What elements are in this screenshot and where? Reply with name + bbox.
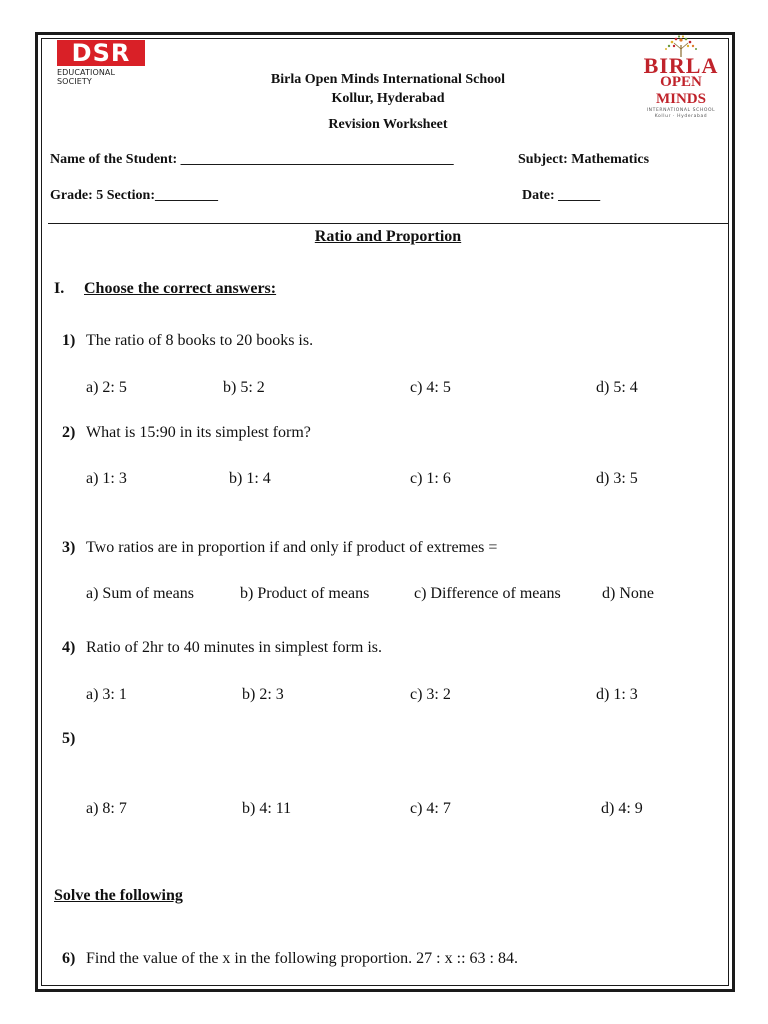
q3-option-d: d) None bbox=[602, 585, 654, 602]
section-label: Solve the following bbox=[54, 887, 183, 904]
question-3 bbox=[62, 539, 497, 557]
subject-label: Subject: Mathematics bbox=[518, 152, 650, 167]
q2-option-b: b) 1: 4 bbox=[229, 470, 271, 487]
q1-option-a: a) 2: 5 bbox=[86, 379, 127, 396]
question-6 bbox=[62, 950, 518, 968]
q4-option-a: a) 3: 1 bbox=[86, 686, 127, 703]
question-number: 4) bbox=[62, 639, 76, 656]
section-label: Choose the correct answers: bbox=[84, 280, 277, 297]
header-divider bbox=[48, 223, 728, 224]
question-text: The ratio of 8 books to 20 books is. bbox=[86, 332, 314, 349]
date-field: Date: ______ bbox=[522, 188, 601, 203]
question-1 bbox=[62, 332, 313, 350]
q5-option-d: d) 4: 9 bbox=[601, 800, 643, 817]
section-heading bbox=[54, 280, 276, 298]
question-2 bbox=[62, 424, 311, 442]
question-text: Find the value of the x in the following proportion. 27 : x :: 63 : 84. bbox=[86, 950, 518, 967]
birla-logo-tagline: INTERNATIONAL SCHOOL bbox=[646, 108, 716, 113]
question-text: Two ratios are in proportion if and only if product of extremes = bbox=[86, 539, 498, 556]
question-5 bbox=[62, 730, 86, 748]
q2-option-a: a) 1: 3 bbox=[86, 470, 127, 487]
q1-option-c: c) 4: 5 bbox=[410, 379, 451, 396]
q2-option-c: c) 1: 6 bbox=[410, 470, 451, 487]
q5-option-b: b) 4: 11 bbox=[242, 800, 292, 817]
q3-option-b: b) Product of means bbox=[240, 585, 370, 602]
solve-section-heading bbox=[54, 887, 183, 905]
q5-option-c: c) 4: 7 bbox=[410, 800, 451, 817]
question-number: 1) bbox=[62, 332, 76, 349]
school-location: Kollur, Hyderabad bbox=[331, 91, 445, 106]
q5-option-a: a) 8: 7 bbox=[86, 800, 127, 817]
dsr-logo-mark: DSR bbox=[57, 40, 145, 66]
q3-option-a: a) Sum of means bbox=[86, 585, 194, 602]
birla-logo-location: Kollur · Hyderabad bbox=[654, 114, 708, 119]
question-text: What is 15:90 in its simplest form? bbox=[86, 424, 311, 441]
worksheet-type: Revision Worksheet bbox=[328, 117, 448, 132]
question-number: 6) bbox=[62, 950, 76, 967]
question-4 bbox=[62, 639, 382, 657]
worksheet-title: Ratio and Proportion bbox=[314, 228, 462, 245]
grade-section-field: Grade: 5 Section:_________ bbox=[50, 188, 218, 203]
q1-option-d: d) 5: 4 bbox=[596, 379, 638, 396]
section-number: I. bbox=[54, 280, 65, 297]
question-number: 2) bbox=[62, 424, 76, 441]
q4-option-d: d) 1: 3 bbox=[596, 686, 638, 703]
school-name: Birla Open Minds International School bbox=[270, 72, 506, 87]
q3-option-c: c) Difference of means bbox=[414, 585, 561, 602]
question-text: Ratio of 2hr to 40 minutes in simplest form is. bbox=[86, 639, 382, 656]
birla-logo-subword: OPEN MINDS bbox=[655, 74, 706, 107]
q2-option-d: d) 3: 5 bbox=[596, 470, 638, 487]
dsr-logo-subtitle: EDUCATIONAL SOCIETY bbox=[57, 68, 116, 86]
worksheet-frame bbox=[35, 32, 735, 992]
birla-logo-word: BIRLA bbox=[643, 53, 719, 78]
q1-option-b: b) 5: 2 bbox=[223, 379, 265, 396]
student-name-field: Name of the Student: _______________________________________ bbox=[50, 152, 454, 167]
q4-option-b: b) 2: 3 bbox=[242, 686, 284, 703]
question-number: 3) bbox=[62, 539, 76, 556]
question-number: 5) bbox=[62, 730, 76, 747]
q4-option-c: c) 3: 2 bbox=[410, 686, 451, 703]
worksheet-inner-border bbox=[41, 38, 729, 986]
